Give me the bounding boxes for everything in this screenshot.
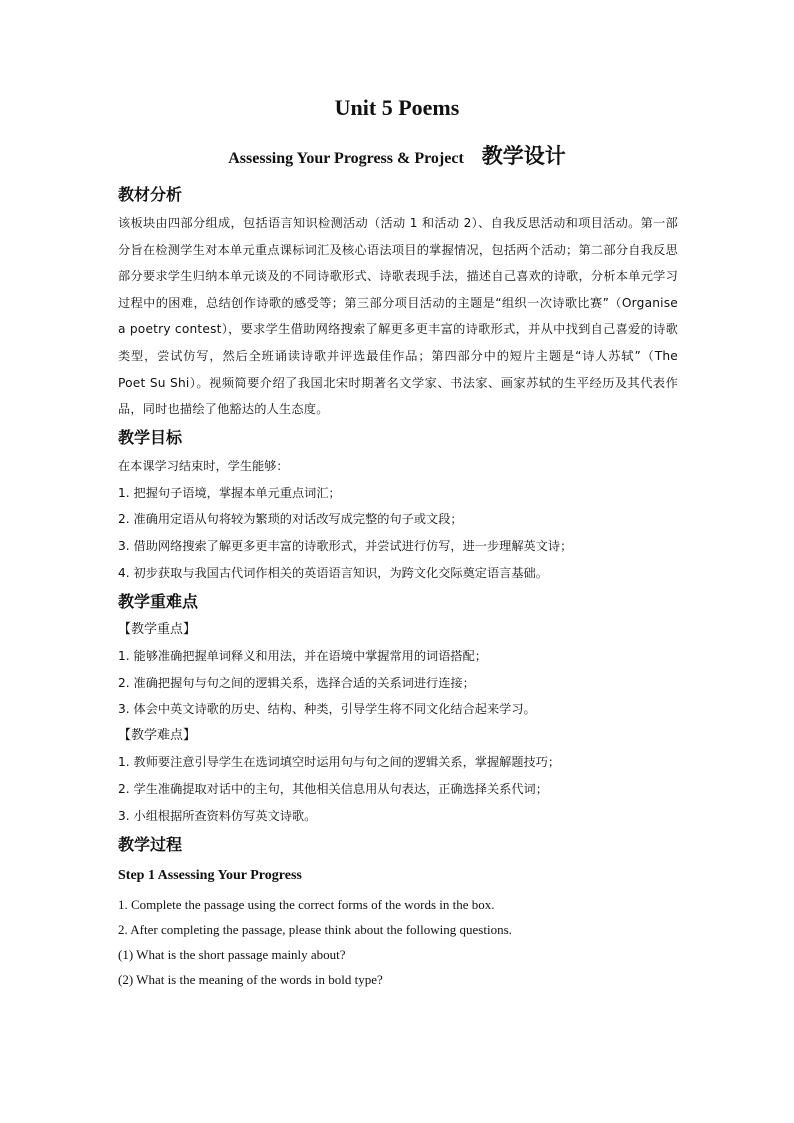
objective-item: 2. 准确用定语从句将较为繁琐的对话改写成完整的句子或文段； xyxy=(118,512,463,527)
section-heading-analysis: 教材分析 xyxy=(118,185,183,204)
analysis-paragraph: 该板块由四部分组成，包括语言知识检测活动（活动 1 和活动 2）、自我反思活动和项目活动。第一部分旨在检测学生对本单元重点课标词汇及核心语法项目的掌握情况，包括两个活动；第二部分自我反思部分要求学生归纳本单元谈及的不同诗歌形式、诗歌表现手法，描述自己喜欢的诗歌，分析本单元学习过程中的困难，总结创作诗歌的感受等；第三部分项目活动的主题是“组织一次诗歌比赛”（Organise a poetry contest），要求学生借助网络搜索了解更多更丰富的诗歌形式，并从中找到自己喜爱的诗歌类型，尝试仿写，然后全班诵读诗歌并评选最佳作品；第四部分中的短片主题是“诗人苏轼”（The Poet Su Shi）。视频简要介绍了我国北宋时期著名文学家、书法家、画家苏轼的生平经历及其代表作品，同时也描绘了他豁达的人生态度。 xyxy=(118,216,678,417)
difficulty-item: 2. 学生准确提取对话中的主句，其他相关信息用从句表达，正确选择关系代词； xyxy=(118,781,548,796)
section-heading-objectives: 教学目标 xyxy=(118,427,183,447)
document-subtitle xyxy=(0,140,794,170)
focus-item: 1. 能够准确把握单词释义和用法，并在语境中掌握常用的词语搭配； xyxy=(118,648,487,663)
difficulty-label: 【教学难点】 xyxy=(118,728,197,744)
process-line: 2. After completing the passage, please think about the following questions. xyxy=(118,921,512,937)
subtitle-chinese: 教学设计 xyxy=(481,144,566,168)
focus-item: 2. 准确把握句与句之间的逻辑关系，选择合适的关系词进行连接； xyxy=(118,675,475,690)
subtitle-english: Assessing Your Progress & Project xyxy=(228,150,464,167)
process-line: (1) What is the short passage mainly about? xyxy=(118,946,346,962)
objective-item: 1. 把握句子语境，掌握本单元重点词汇； xyxy=(118,485,341,500)
difficulty-item: 3. 小组根据所查资料仿写英文诗歌。 xyxy=(118,808,317,823)
objectives-intro: 在本课学习结束时，学生能够： xyxy=(118,458,289,473)
objective-item: 4. 初步获取与我国古代词作相关的英语语言知识，为跨文化交际奠定语言基础。 xyxy=(118,565,548,580)
process-line: 1. Complete the passage using the correct forms of the words in the box. xyxy=(118,896,495,912)
focus-label: 【教学重点】 xyxy=(118,621,197,637)
section-heading-process: 教学过程 xyxy=(118,834,183,854)
focus-item: 3. 体会中英文诗歌的历史、结构、种类，引导学生将不同文化结合起来学习。 xyxy=(118,702,536,717)
document-body xyxy=(118,180,678,992)
objective-item: 3. 借助网络搜索了解更多更丰富的诗歌形式，并尝试进行仿写，进一步理解英文诗； xyxy=(118,539,573,554)
document-title: Unit 5 Poems xyxy=(334,95,460,120)
step-1-heading: Step 1 Assessing Your Progress xyxy=(118,867,302,883)
section-heading-key-points: 教学重难点 xyxy=(118,591,199,611)
difficulty-item: 1. 教师要注意引导学生在选词填空时运用句与句之间的逻辑关系，掌握解题技巧； xyxy=(118,755,561,770)
process-line: (2) What is the meaning of the words in bold type? xyxy=(118,971,383,987)
